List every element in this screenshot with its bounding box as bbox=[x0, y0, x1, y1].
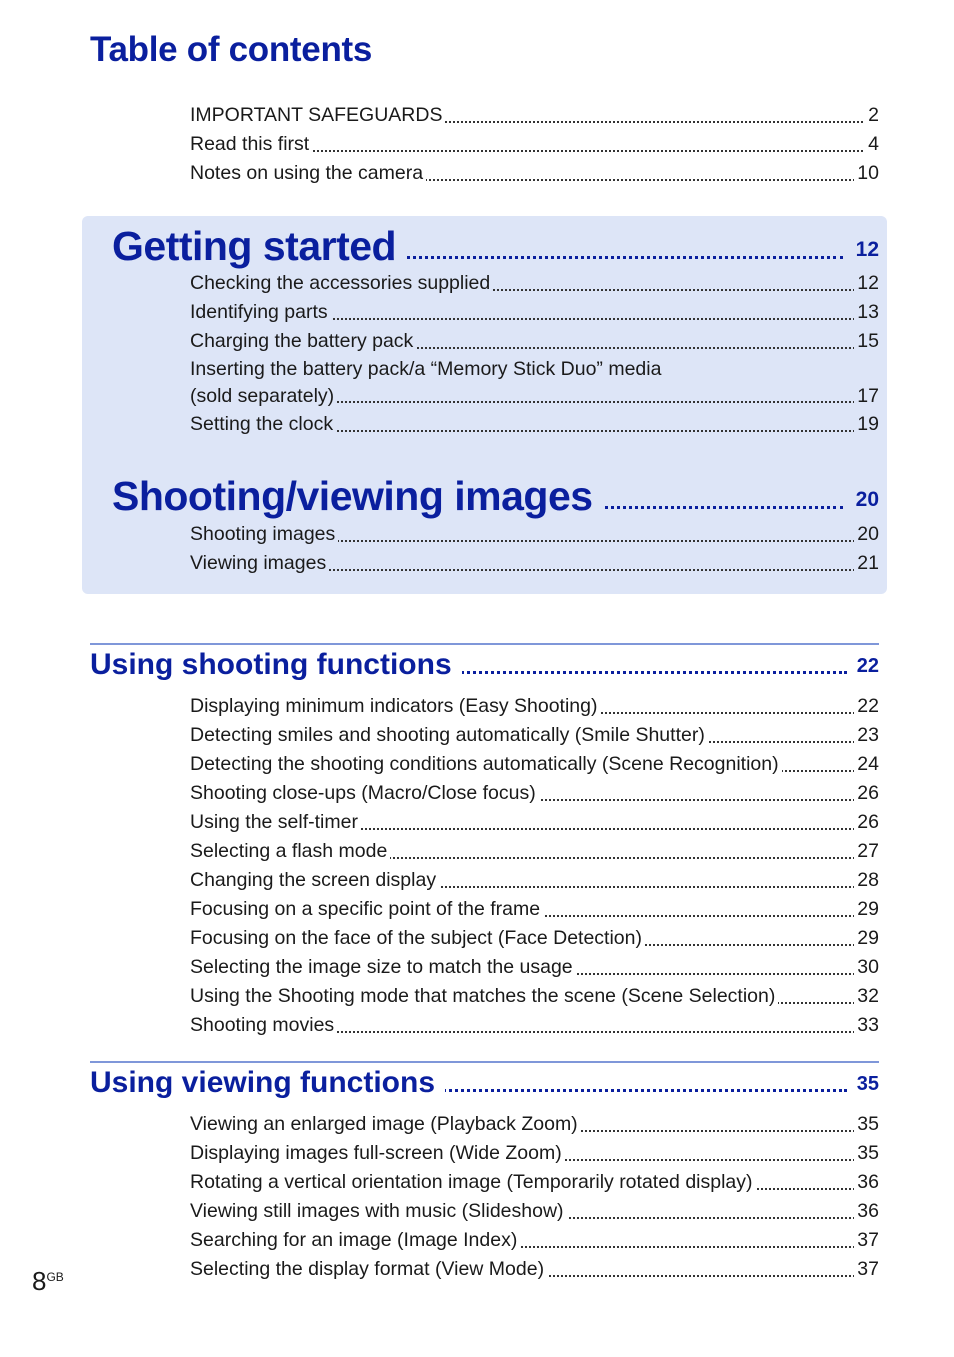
page-number bbox=[32, 1266, 64, 1297]
toc-entry[interactable] bbox=[190, 1197, 879, 1226]
entry-page: 21 bbox=[854, 549, 879, 578]
section-heading-page: 12 bbox=[850, 238, 879, 262]
section-heading-page: 20 bbox=[850, 488, 879, 512]
entry-page: 30 bbox=[854, 953, 879, 982]
section-heading-shooting-viewing[interactable] bbox=[112, 472, 879, 520]
entry-label: Changing the screen display bbox=[190, 869, 439, 891]
entry-label: Setting the clock bbox=[190, 413, 336, 435]
entry-page: 22 bbox=[854, 692, 879, 721]
entry-label: Using the Shooting mode that matches the scene (Scene Selection) bbox=[190, 985, 778, 1007]
entry-page: 37 bbox=[854, 1226, 879, 1255]
section-heading-label: Shooting/viewing images bbox=[112, 473, 603, 519]
entry-page: 10 bbox=[854, 159, 879, 188]
entry-page: 36 bbox=[854, 1197, 879, 1226]
toc-entry[interactable] bbox=[190, 1139, 879, 1168]
toc-entry[interactable] bbox=[190, 953, 879, 982]
entry-page: 20 bbox=[854, 520, 879, 549]
toc-entry[interactable] bbox=[190, 866, 879, 895]
entry-page: 29 bbox=[854, 895, 879, 924]
entry-label: IMPORTANT SAFEGUARDS bbox=[190, 104, 445, 126]
toc-entry[interactable] bbox=[190, 159, 879, 188]
section-heading-label: Using shooting functions bbox=[90, 647, 462, 683]
entry-label: Selecting the image size to match the usage bbox=[190, 956, 576, 978]
toc-entry[interactable] bbox=[190, 1226, 879, 1255]
toc-entry[interactable] bbox=[190, 269, 879, 298]
toc-entry[interactable] bbox=[190, 692, 879, 721]
entry-label: Searching for an image (Image Index) bbox=[190, 1229, 520, 1251]
entry-page: 33 bbox=[854, 1011, 879, 1040]
section-heading-getting-started[interactable] bbox=[112, 222, 879, 270]
toc-entry[interactable] bbox=[190, 356, 879, 410]
entry-page: 17 bbox=[854, 382, 879, 410]
entry-label: Shooting close-ups (Macro/Close focus) bbox=[190, 782, 539, 804]
toc-entry[interactable] bbox=[190, 982, 879, 1011]
toc-entry[interactable] bbox=[190, 837, 879, 866]
entry-label-continued: (sold separately) bbox=[190, 385, 337, 407]
entry-page: 35 bbox=[854, 1110, 879, 1139]
entry-label: Viewing an enlarged image (Playback Zoom) bbox=[190, 1113, 581, 1135]
entry-page: 29 bbox=[854, 924, 879, 953]
section-heading-page: 35 bbox=[851, 1073, 879, 1096]
entry-label: Rotating a vertical orientation image (Temporarily rotated display) bbox=[190, 1171, 756, 1193]
toc-entry[interactable] bbox=[190, 779, 879, 808]
entry-page: 4 bbox=[865, 130, 879, 159]
entry-label: Shooting images bbox=[190, 523, 338, 545]
toc-entry[interactable] bbox=[190, 1255, 879, 1284]
entry-label: Selecting a flash mode bbox=[190, 840, 390, 862]
section-heading-label: Getting started bbox=[112, 223, 406, 269]
toc-entry[interactable] bbox=[190, 750, 879, 779]
toc-entry[interactable] bbox=[190, 130, 879, 159]
toc-entry[interactable] bbox=[190, 1168, 879, 1197]
entry-page: 36 bbox=[854, 1168, 879, 1197]
entry-label: Detecting the shooting conditions automatically (Scene Recognition) bbox=[190, 753, 782, 775]
page-title: Table of contents bbox=[90, 30, 373, 69]
entry-label: Charging the battery pack bbox=[190, 330, 416, 352]
entry-page: 32 bbox=[854, 982, 879, 1011]
toc-entry[interactable] bbox=[190, 895, 879, 924]
entry-label: Notes on using the camera bbox=[190, 162, 426, 184]
using-shooting-entries bbox=[190, 692, 879, 1040]
entry-label: Detecting smiles and shooting automatically (Smile Shutter) bbox=[190, 724, 708, 746]
entry-page: 23 bbox=[854, 721, 879, 750]
section-rule bbox=[90, 643, 879, 645]
shooting-viewing-entries bbox=[190, 520, 879, 578]
intro-entries bbox=[190, 101, 879, 188]
entry-label: Read this first bbox=[190, 133, 312, 155]
entry-label: Viewing images bbox=[190, 552, 329, 574]
entry-label: Displaying images full-screen (Wide Zoom) bbox=[190, 1142, 565, 1164]
entry-page: 19 bbox=[854, 410, 879, 439]
getting-started-entries bbox=[190, 269, 879, 439]
toc-entry[interactable] bbox=[190, 327, 879, 356]
entry-label: Displaying minimum indicators (Easy Shooting) bbox=[190, 695, 601, 717]
toc-entry[interactable] bbox=[190, 808, 879, 837]
toc-entry[interactable] bbox=[190, 1110, 879, 1139]
entry-page: 26 bbox=[854, 808, 879, 837]
toc-entry[interactable] bbox=[190, 101, 879, 130]
toc-entry[interactable] bbox=[190, 298, 879, 327]
section-rule bbox=[90, 1061, 879, 1063]
entry-label: Using the self-timer bbox=[190, 811, 361, 833]
entry-label: Identifying parts bbox=[190, 301, 331, 323]
toc-entry[interactable] bbox=[190, 549, 879, 578]
entry-page: 35 bbox=[854, 1139, 879, 1168]
entry-page: 37 bbox=[854, 1255, 879, 1284]
entry-label: Focusing on a specific point of the frame bbox=[190, 898, 543, 920]
entry-page: 2 bbox=[865, 101, 879, 130]
entry-page: 12 bbox=[854, 269, 879, 298]
toc-entry[interactable] bbox=[190, 520, 879, 549]
toc-entry[interactable] bbox=[190, 410, 879, 439]
entry-page: 26 bbox=[854, 779, 879, 808]
page-number-suffix: GB bbox=[46, 1270, 64, 1284]
section-heading-using-viewing[interactable] bbox=[90, 1061, 879, 1101]
entry-page: 27 bbox=[854, 837, 879, 866]
entry-page: 28 bbox=[854, 866, 879, 895]
section-heading-using-shooting[interactable] bbox=[90, 643, 879, 683]
entry-label: Shooting movies bbox=[190, 1014, 337, 1036]
entry-label: Selecting the display format (View Mode) bbox=[190, 1258, 547, 1280]
entry-label: Focusing on the face of the subject (Face Detection) bbox=[190, 927, 645, 949]
entry-label: Viewing still images with music (Slideshow) bbox=[190, 1200, 567, 1222]
entry-page: 24 bbox=[854, 750, 879, 779]
toc-entry[interactable] bbox=[190, 1011, 879, 1040]
entry-page: 15 bbox=[854, 327, 879, 356]
toc-entry[interactable] bbox=[190, 924, 879, 953]
entry-label: Inserting the battery pack/a “Memory Stick Duo” media bbox=[190, 358, 662, 380]
entry-label: Checking the accessories supplied bbox=[190, 272, 493, 294]
section-heading-page: 22 bbox=[851, 655, 879, 678]
toc-entry[interactable] bbox=[190, 721, 879, 750]
page-number-value: 8 bbox=[32, 1266, 47, 1296]
section-heading-label: Using viewing functions bbox=[90, 1065, 445, 1101]
using-viewing-entries bbox=[190, 1110, 879, 1284]
entry-page: 13 bbox=[854, 298, 879, 327]
